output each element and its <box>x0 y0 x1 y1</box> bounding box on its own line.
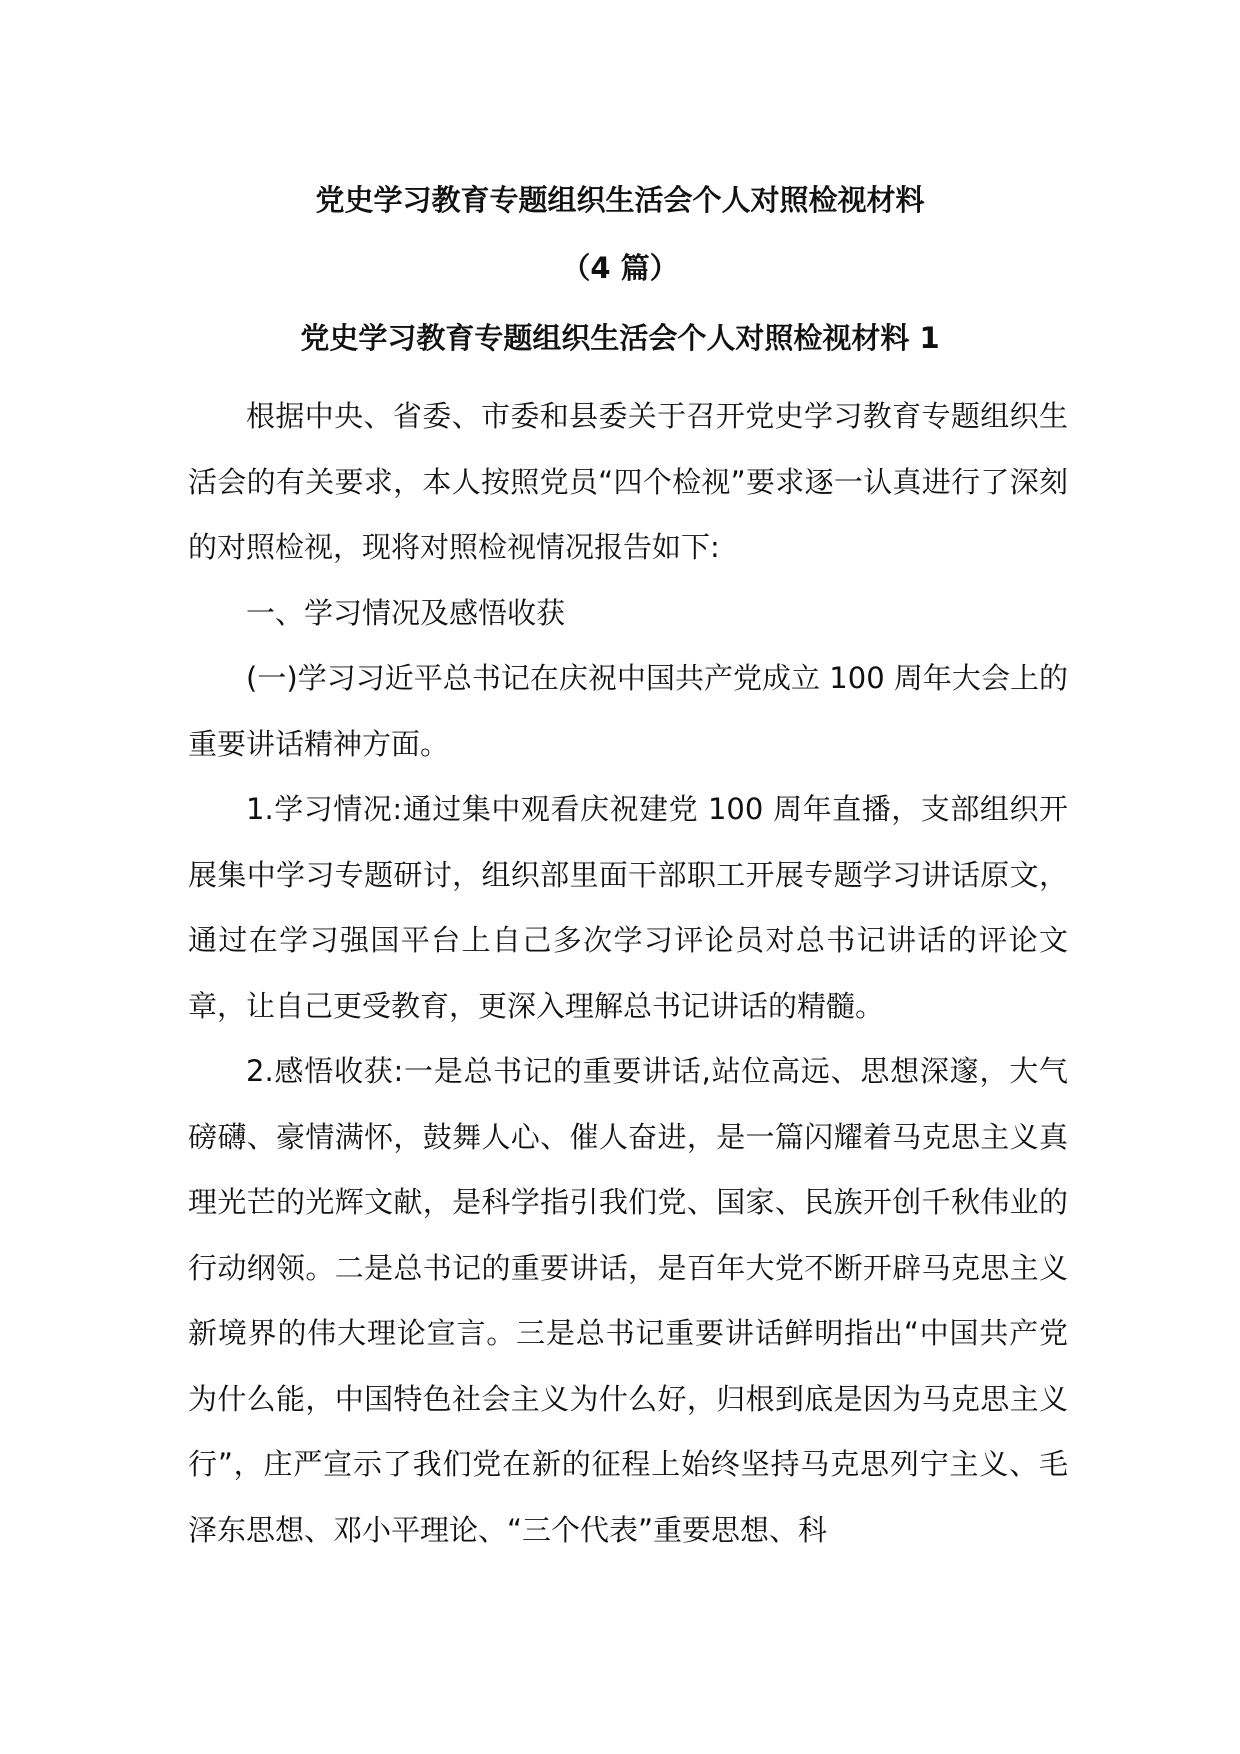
paragraph-intro: 根据中央、省委、市委和县委关于召开党史学习教育专题组织生活会的有关要求，本人按照党员“四个检视”要求逐一认真进行了深刻的对照检视，现将对照检视情况报告如下: <box>188 399 1068 564</box>
section-heading-1: 一、学习情况及感悟收获 <box>246 595 566 630</box>
document-body <box>188 384 1068 1563</box>
section-title: 党史学习教育专题组织生活会个人对照检视材料 1 <box>300 321 940 355</box>
paragraph-study-situation: 1.学习情况:通过集中观看庆祝建党 100 周年直播，支部组织开展集中学习专题研讨，组织部里面干部职工开展专题学习讲话原文，通过在学习强国平台上自己多次学习评论员对总书记讲话的评论文章，让自己更受教育，更深入理解总书记讲话的精髓。 <box>188 792 1068 1023</box>
document-title: 党史学习教育专题组织生活会个人对照检视材料 <box>315 183 925 217</box>
subsection-heading-1: (一)学习习近平总书记在庆祝中国共产党成立 100 周年大会上的重要讲话精神方面。 <box>188 661 1068 761</box>
document-title-count: （4 篇） <box>561 251 679 285</box>
paragraph-insights: 2.感悟收获:一是总书记的重要讲话,站位高远、思想深邃，大气磅礴、豪情满怀，鼓舞人心、催人奋进，是一篇闪耀着马克思主义真理光芒的光辉文献，是科学指引我们党、国家、民族开创千秋伟业的行动纲领。二是总书记的重要讲话，是百年大党不断开辟马克思主义新境界的伟大理论宣言。三是总书记重要讲话鲜明指出“中国共产党为什么能，中国特色社会主义为什么好，归根到底是因为马克思主义行”，庄严宣示了我们党在新的征程上始终坚持马克思列宁主义、毛泽东思想、邓小平理论、“三个代表”重要思想、科 <box>188 1054 1068 1547</box>
